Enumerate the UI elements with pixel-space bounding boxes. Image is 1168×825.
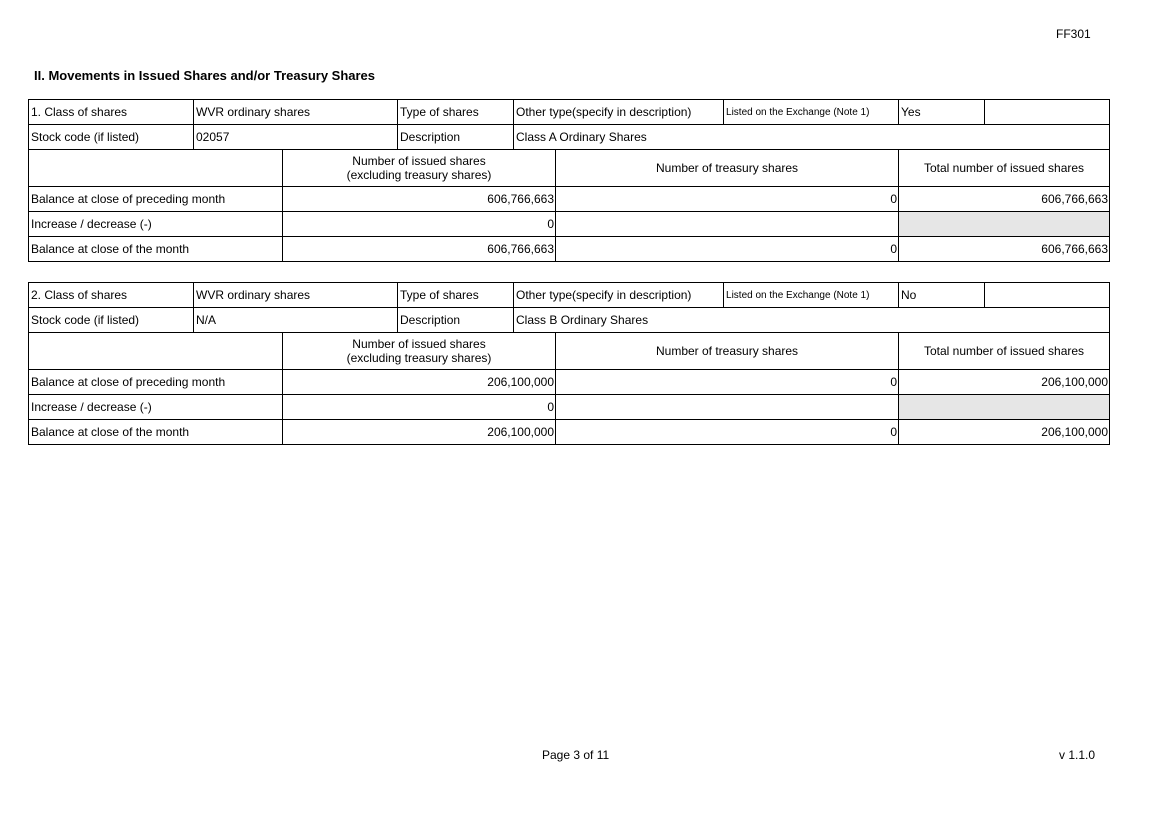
header-issued: [283, 333, 556, 370]
class-row: [29, 283, 1110, 308]
header-total: Total number of issued shares: [899, 150, 1110, 187]
row-label-preceding: Balance at close of preceding month: [29, 370, 283, 395]
row-label-preceding: Balance at close of preceding month: [29, 187, 283, 212]
table-row: [29, 187, 1110, 212]
close-issued: 606,766,663: [283, 237, 556, 262]
class-label: 1. Class of shares: [29, 100, 194, 125]
header-blank: [29, 333, 283, 370]
share-class-table-1: [28, 99, 1110, 262]
stock-code-row: [29, 308, 1110, 333]
close-total: 606,766,663: [899, 237, 1110, 262]
class-value: WVR ordinary shares: [194, 283, 398, 308]
table-row: [29, 395, 1110, 420]
stock-code-label: Stock code (if listed): [29, 125, 194, 150]
stock-code-value: 02057: [194, 125, 398, 150]
preceding-treasury: 0: [556, 370, 899, 395]
type-label: Type of shares: [398, 283, 514, 308]
preceding-total: 606,766,663: [899, 187, 1110, 212]
change-issued: 0: [283, 395, 556, 420]
table-row: [29, 370, 1110, 395]
empty-cell: [985, 100, 1110, 125]
close-issued: 206,100,000: [283, 420, 556, 445]
close-treasury: 0: [556, 237, 899, 262]
header-treasury: Number of treasury shares: [556, 333, 899, 370]
type-value: Other type(specify in description): [514, 100, 724, 125]
type-label: Type of shares: [398, 100, 514, 125]
header-blank: [29, 150, 283, 187]
listed-value: No: [899, 283, 985, 308]
preceding-issued: 206,100,000: [283, 370, 556, 395]
preceding-total: 206,100,000: [899, 370, 1110, 395]
listed-value: Yes: [899, 100, 985, 125]
table-row: [29, 420, 1110, 445]
header-issued-line2: (excluding treasury shares): [346, 351, 492, 365]
column-header-row: [29, 150, 1110, 187]
section-title: II. Movements in Issued Shares and/or Treasury Shares: [34, 68, 376, 83]
change-treasury: [556, 212, 899, 237]
class-label: 2. Class of shares: [29, 283, 194, 308]
listed-label: Listed on the Exchange (Note 1): [724, 100, 899, 125]
listed-label: Listed on the Exchange (Note 1): [724, 283, 899, 308]
column-header-row: [29, 333, 1110, 370]
close-treasury: 0: [556, 420, 899, 445]
header-treasury: Number of treasury shares: [556, 150, 899, 187]
row-label-change: Increase / decrease (-): [29, 395, 283, 420]
table-row: [29, 237, 1110, 262]
type-value: Other type(specify in description): [514, 283, 724, 308]
header-issued-line2: (excluding treasury shares): [346, 168, 492, 182]
stock-code-label: Stock code (if listed): [29, 308, 194, 333]
stock-code-value: N/A: [194, 308, 398, 333]
class-row: [29, 100, 1110, 125]
description-label: Description: [398, 308, 514, 333]
change-issued: 0: [283, 212, 556, 237]
description-value: Class B Ordinary Shares: [514, 308, 1110, 333]
empty-cell: [985, 283, 1110, 308]
description-value: Class A Ordinary Shares: [514, 125, 1110, 150]
row-label-close: Balance at close of the month: [29, 237, 283, 262]
form-version: v 1.1.0: [1059, 748, 1096, 762]
description-label: Description: [398, 125, 514, 150]
close-total: 206,100,000: [899, 420, 1110, 445]
class-value: WVR ordinary shares: [194, 100, 398, 125]
change-treasury: [556, 395, 899, 420]
header-issued-line1: Number of issued shares: [352, 337, 486, 351]
page-number: Page 3 of 11: [542, 748, 610, 762]
row-label-change: Increase / decrease (-): [29, 212, 283, 237]
header-issued: [283, 150, 556, 187]
row-label-close: Balance at close of the month: [29, 420, 283, 445]
share-class-table-2: [28, 282, 1110, 445]
change-total-disabled: [899, 395, 1110, 420]
preceding-issued: 606,766,663: [283, 187, 556, 212]
stock-code-row: [29, 125, 1110, 150]
change-total-disabled: [899, 212, 1110, 237]
form-code: FF301: [1056, 27, 1091, 41]
header-issued-line1: Number of issued shares: [352, 154, 486, 168]
table-row: [29, 212, 1110, 237]
header-total: Total number of issued shares: [899, 333, 1110, 370]
preceding-treasury: 0: [556, 187, 899, 212]
